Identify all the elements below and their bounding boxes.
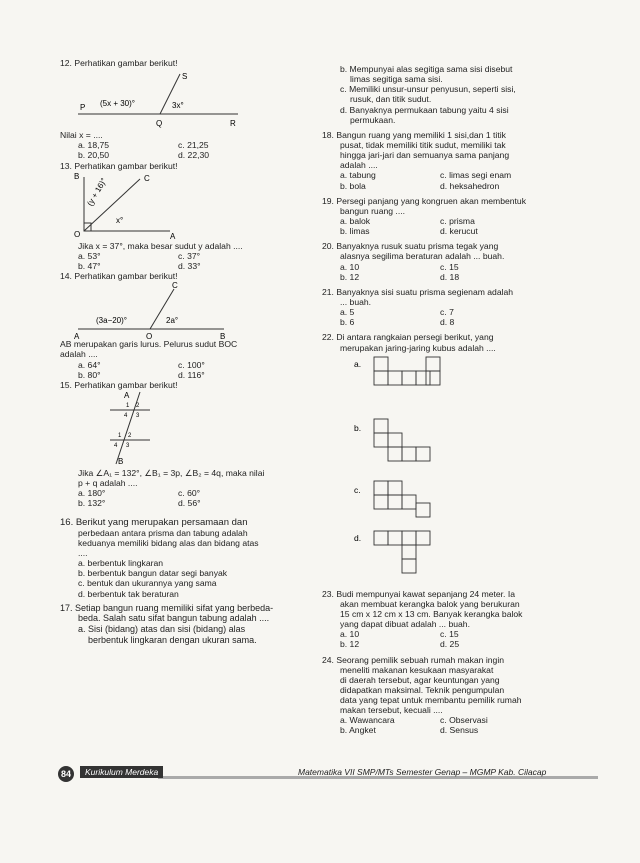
q17-line2: beda. Salah satu sifat bangun tabung adalah ....	[78, 613, 270, 624]
q18-line2: pusat, tidak memiliki titik sudut, memiliki tak	[340, 139, 506, 150]
footer-title: Matematika VII SMP/MTs Semester Genap – MGMP Kab. Cilacap	[298, 767, 547, 777]
q12-angle-1: (5x + 30)°	[100, 99, 135, 109]
q12-label-p: P	[80, 103, 86, 113]
q21-opt-a: a. 5	[340, 307, 355, 318]
q24-line3: di daerah tersebut, agar keuntungan yang	[340, 674, 500, 685]
q17-opt-b1: b. Mempunyai alas segitiga sama sisi disebut	[340, 64, 513, 74]
q12-label-r: R	[230, 119, 236, 129]
svg-text:B: B	[220, 332, 226, 340]
q24-opt-c: c. Observasi	[440, 715, 488, 726]
q15-opt-d: d. 56°	[178, 498, 201, 509]
page-footer	[58, 762, 578, 784]
q13-figure	[70, 171, 230, 241]
q18-opt-a: a. tabung	[340, 170, 376, 181]
q23-opt-a: a. 10	[340, 629, 360, 640]
q24-line1: 24. Seorang pemilik sebuah rumah makan ingin	[322, 654, 505, 665]
q13-line1: Jika x = 37°, maka besar sudut y adalah ....	[78, 240, 243, 251]
svg-text:4: 4	[124, 412, 128, 419]
right-column	[322, 64, 592, 736]
q14-line2: adalah ....	[60, 349, 98, 360]
q20-line1: 20. Banyaknya rusuk suatu prisma tegak yang	[322, 241, 499, 252]
q16-line3: keduanya memiliki bidang alas dan bidang atas	[78, 537, 259, 548]
svg-text:1: 1	[126, 402, 130, 409]
q17-opt-c2: rusuk, dan titik sudut.	[350, 94, 432, 105]
q18-line4: adalah ....	[340, 160, 378, 171]
q17-opt-c1: c. Memiliki unsur-unsur penyusun, seperti sisi,	[340, 84, 516, 95]
q23-line1: 23. Budi mempunyai kawat sepanjang 24 meter. Ia	[322, 588, 515, 599]
q24-opt-d: d. Sensus	[440, 725, 479, 736]
q22-opt-c: c.	[354, 484, 361, 495]
svg-text:1: 1	[118, 432, 122, 439]
q18-opt-b: b. bola	[340, 180, 366, 191]
q14-opt-a: a. 64°	[78, 359, 101, 370]
q12-nilai: Nilai x = ....	[60, 130, 103, 141]
q23-opt-d: d. 25	[440, 639, 460, 650]
q12-label-s: S	[182, 72, 188, 82]
q17-line1: 17. Setiap bangun ruang memiliki sifat yang berbeda-	[60, 602, 274, 613]
q20-opt-a: a. 10	[340, 261, 360, 272]
q12-opt-c: c. 21,25	[178, 140, 209, 151]
q15-opt-a: a. 180°	[78, 488, 106, 499]
q21-opt-c: c. 7	[440, 307, 454, 318]
svg-text:3: 3	[136, 412, 140, 419]
q19-line1: 19. Persegi panjang yang kongruen akan membentuk	[322, 195, 527, 206]
svg-text:C: C	[172, 281, 178, 291]
q15-opt-b: b. 132°	[78, 498, 106, 509]
svg-text:2: 2	[136, 402, 140, 409]
q21-opt-b: b. 6	[340, 317, 355, 328]
q15-line2: p + q adalah ....	[78, 478, 138, 489]
q20-opt-b: b. 12	[340, 271, 360, 282]
q21-line1: 21. Banyaknya sisi suatu prisma segienam adalah	[322, 286, 514, 297]
q19-opt-c: c. prisma	[440, 215, 475, 226]
q16-opt-a: a. berbentuk lingkaran	[78, 558, 164, 569]
svg-text:x°: x°	[116, 215, 124, 225]
q22-opt-d: d.	[354, 532, 362, 543]
q18-opt-d: d. heksahedron	[440, 180, 500, 191]
q17-opt-a1: a. Sisi (bidang) atas dan sisi (bidang) alas	[78, 623, 246, 634]
q23-opt-b: b. 12	[340, 639, 360, 650]
curriculum-badge: Kurikulum Merdeka	[80, 766, 163, 778]
q18-opt-c: c. limas segi enam	[440, 170, 512, 181]
svg-text:4: 4	[114, 442, 118, 449]
q12-opt-d: d. 22,30	[178, 150, 210, 161]
q22-line1: 22. Di antara rangkaian persegi berikut, yang	[322, 332, 494, 343]
q24-line4: didapatkan maksimal. Teknik pengumpulan	[340, 684, 505, 695]
q16-opt-b: b. berbentuk bangun datar segi banyak	[78, 568, 228, 579]
q14-opt-d: d. 116°	[178, 369, 205, 380]
q15-opt-c: c. 60°	[178, 488, 201, 499]
svg-text:3: 3	[126, 442, 130, 449]
q14-opt-c: c. 100°	[178, 359, 205, 370]
q15-figure	[74, 390, 194, 468]
q21-opt-d: d. 8	[440, 317, 455, 328]
q16-line1: 16. Berikut yang merupakan persamaan dan	[60, 516, 248, 528]
svg-text:B: B	[118, 456, 124, 466]
left-column	[60, 58, 332, 645]
q16-line2: perbedaan antara prisma dan tabung adalah	[78, 527, 248, 538]
q20-opt-d: d. 18	[440, 271, 460, 282]
q12-figure	[78, 68, 278, 130]
svg-text:(y + 16)°: (y + 16)°	[85, 176, 109, 208]
q15-line1: Jika ∠A₁ = 132°, ∠B₁ = 3p, ∠B₂ = 4q, maka nilai	[78, 467, 265, 478]
svg-text:A: A	[74, 332, 80, 340]
q23-line2: akan membuat kerangka balok yang berukuran	[340, 598, 520, 609]
q12-stem: 12. Perhatikan gambar berikut!	[60, 58, 178, 68]
q16-line4: ....	[78, 548, 88, 559]
q14-figure	[74, 281, 274, 339]
svg-text:A: A	[170, 231, 176, 241]
q12-opt-a: a. 18,75	[78, 140, 110, 151]
q19-opt-a: a. balok	[340, 215, 371, 226]
svg-text:O: O	[74, 229, 81, 239]
q17-opt-d1: d. Banyaknya permukaan tabung yaitu 4 sisi	[340, 104, 509, 115]
q12-angle-2: 3x°	[172, 101, 184, 111]
q13-opt-c: c. 37°	[178, 250, 201, 261]
q12-opt-b: b. 20,50	[78, 150, 110, 161]
q13-stem: 13. Perhatikan gambar berikut!	[60, 160, 178, 171]
q24-line6: makan tersebut, kecuali ....	[340, 705, 443, 716]
q22-opt-a: a.	[354, 358, 362, 369]
q14-line1: AB merupakan garis lurus. Pelurus sudut BOC	[60, 339, 238, 350]
svg-text:C: C	[144, 173, 150, 183]
q12-label-q: Q	[156, 119, 163, 129]
q24-opt-b: b. Angket	[340, 725, 376, 736]
svg-text:A: A	[124, 390, 130, 400]
q20-line2: alasnya segilima beraturan adalah ... buah.	[340, 251, 505, 262]
q23-line4: yang dapat dibuat adalah ... buah.	[340, 619, 470, 630]
q21-line2: ... buah.	[340, 296, 372, 307]
q22-nets	[322, 353, 482, 589]
q20-opt-c: c. 15	[440, 261, 459, 272]
q22-line2: merupakan jaring-jaring kubus adalah ....	[340, 342, 496, 353]
q23-line3: 15 cm x 12 cm x 13 cm. Banyak kerangka balok	[340, 608, 523, 619]
q24-line5: data yang tepat untuk membantu pemilik rumah	[340, 695, 522, 706]
q23-opt-c: c. 15	[440, 629, 459, 640]
q16-opt-d: d. berbentuk tak beraturan	[78, 588, 179, 599]
q22-opt-b: b.	[354, 422, 362, 433]
q16-opt-c: c. bentuk dan ukurannya yang sama	[78, 578, 217, 589]
q17-opt-d2: permukaan.	[350, 114, 396, 125]
q19-opt-d: d. kerucut	[440, 226, 478, 237]
q24-opt-a: a. Wawancara	[340, 715, 395, 726]
q19-opt-b: b. limas	[340, 226, 370, 237]
q17-opt-a2: berbentuk lingkaran dengan ukuran sama.	[88, 634, 257, 645]
q13-opt-b: b. 47°	[78, 260, 101, 271]
q19-line2: bangun ruang ....	[340, 205, 405, 216]
q15-stem: 15. Perhatikan gambar berikut!	[60, 379, 178, 390]
q13-opt-d: d. 33°	[178, 260, 201, 271]
q17-opt-b2: limas segitiga sama sisi.	[350, 74, 443, 85]
q18-line3: hingga jari-jari dan semuanya sama panjang	[340, 150, 510, 161]
svg-text:B: B	[74, 171, 80, 181]
q13-opt-a: a. 53°	[78, 250, 101, 261]
q14-stem: 14. Perhatikan gambar berikut!	[60, 271, 178, 282]
q24-line2: meneliti makanan kesukaan masyarakat	[340, 664, 494, 675]
svg-text:2a°: 2a°	[166, 316, 179, 326]
q18-line1: 18. Bangun ruang yang memiliki 1 sisi,dan 1 titik	[322, 129, 506, 140]
page-number: 84	[58, 766, 74, 782]
svg-text:2: 2	[128, 432, 132, 439]
q14-opt-b: b. 80°	[78, 369, 101, 380]
svg-text:(3a−20)°: (3a−20)°	[96, 316, 127, 326]
svg-text:O: O	[146, 332, 153, 340]
